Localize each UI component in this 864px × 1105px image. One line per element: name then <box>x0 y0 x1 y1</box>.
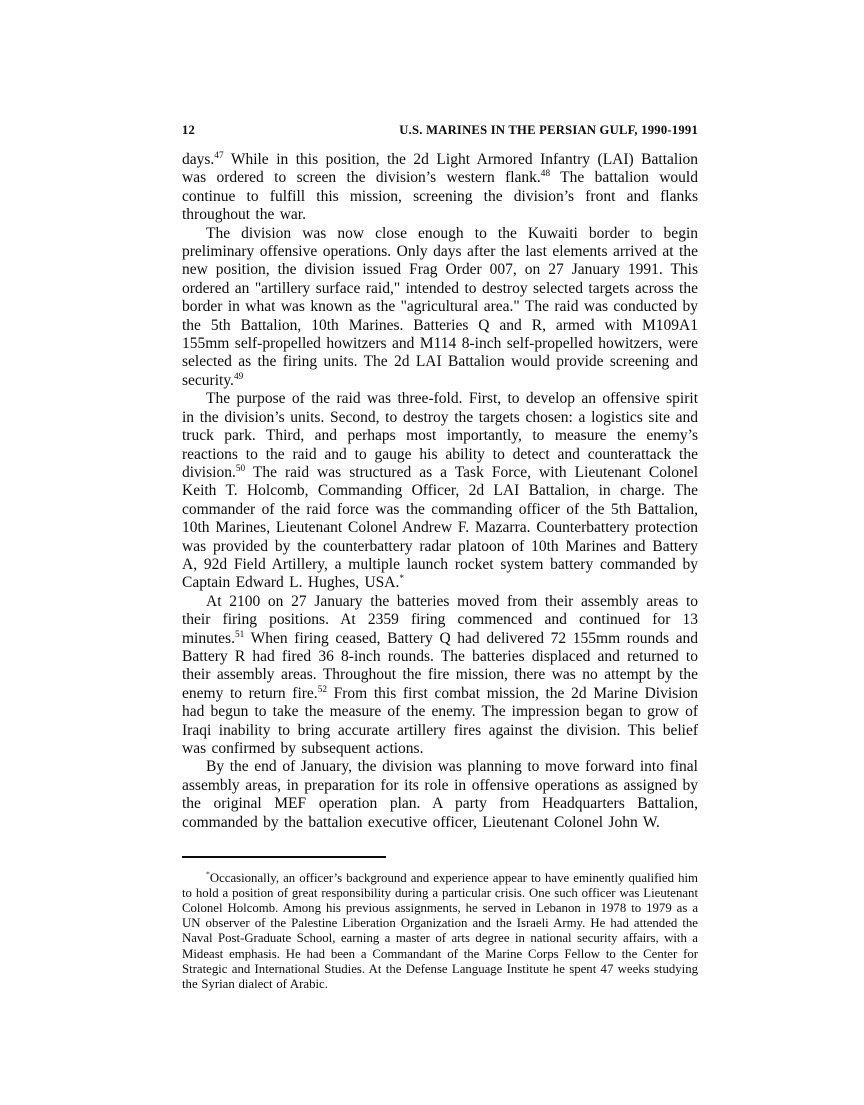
footnote-marker: 48 <box>540 169 551 180</box>
running-title: U.S. MARINES IN THE PERSIAN GULF, 1990-1991 <box>399 123 698 137</box>
footnote-marker: 50 <box>235 463 246 474</box>
body-paragraph-2: The division was now close enough to the Kuwaiti border to begin preliminary offensive operations. Only days after the last elements arrived at the new position, the division issued Frag Order 007, on 27 January 1991. This ordered an "artillery surface raid," intended to destroy selected targets across the border in what was known as the "agricultural area." The raid was conducted by the 5th Battalion, 10th Marines. Batteries Q and R, armed with M109A1 155mm self-propelled howitzers and M114 8-inch self-propelled howitzers, were selected as the firing units. The 2d LAI Battalion would provide screening and security.$^{49}$ <box>182 224 698 389</box>
body-paragraph-5: By the end of January, the division was planning to move forward into final assembly areas, in preparation for its role in offensive operations as assigned by the original MEF operation plan. A party from Headquarters Battalion, commanded by the battalion executive officer, Lieutenant Colonel John W. <box>182 758 698 831</box>
footnote-marker: 47 <box>214 150 224 161</box>
body-paragraph-1: days.$^{47}$ While in this position, the 2d Light Armored Infantry (LAI) Battalion was ordered to screen the division’s western flank.$^{48}$ The battalion would continue to fulfill this mission, screening the division’s front and flanks throughout the war. <box>182 150 698 224</box>
footnote-marker: * <box>206 869 210 879</box>
running-header <box>182 123 698 138</box>
footnote-marker: * <box>399 574 405 585</box>
body-text-block <box>182 151 698 832</box>
page-content <box>182 123 698 992</box>
footnote-separator-rule <box>182 856 386 858</box>
footnote-marker: 52 <box>317 684 327 695</box>
body-paragraph-4: At 2100 on 27 January the batteries moved from their assembly areas to their firing positions. At 2359 firing commenced and continued for 13 minutes.$^{51}$ When firing ceased, Battery Q had delivered 72 155mm rounds and Battery R had fired 36 8-inch rounds. The batteries displaced and returned to their assembly areas. Throughout the fire mission, there was no attempt by the enemy to return fire.$^{52}$ From this first combat mission, the 2d Marine Division had begun to take the measure of the enemy. The impression began to grow of Iraqi inability to bring accurate artillery fires against the division. This belief was confirmed by subsequent actions. <box>182 592 698 757</box>
footnote-marker: 51 <box>234 629 245 640</box>
page-number: 12 <box>182 123 196 137</box>
body-paragraph-3: The purpose of the raid was three-fold. First, to develop an offensive spirit in the division’s units. Second, to destroy the targets chosen: a logistics site and truck park. Third, and perhaps most importantly, to measure the enemy’s reactions to the raid and to gauge his ability to detect and counterattack the division.$^{50}$ The raid was structured as a Task Force, with Lieutenant Colonel Keith T. Holcomb, Commanding Officer, 2d LAI Battalion, in charge. The commander of the raid force was the commanding officer of the 5th Battalion, 10th Marines, Lieutenant Colonel Andrew F. Mazarra. Counterbattery protection was provided by the counterbattery radar platoon of 10th Marines and Battery A, 92d Field Artillery, a multiple launch rocket system battery commanded by Captain Edward L. Hughes, USA.* <box>182 390 698 592</box>
footnote-marker: 49 <box>233 371 244 382</box>
footnote-text: *Occasionally, an officer’s background and experience appear to have eminently qualified him to hold a position of great responsibility during a particular crisis. One such officer was Lieutenant Colonel Holcomb. Among his previous assignments, he served in Lebanon in 1978 to 1979 as a UN observer of the Palestine Liberation Organization and the Israeli Army. He had attended the Naval Post-Graduate School, earning a master of arts degree in national security affairs, with a Mideast emphasis. He had been a Commandant of the Marine Corps Fellow to the Center for Strategic and International Studies. At the Defense Language Institute he spent 47 weeks studying the Syrian dialect of Arabic. <box>182 869 698 991</box>
